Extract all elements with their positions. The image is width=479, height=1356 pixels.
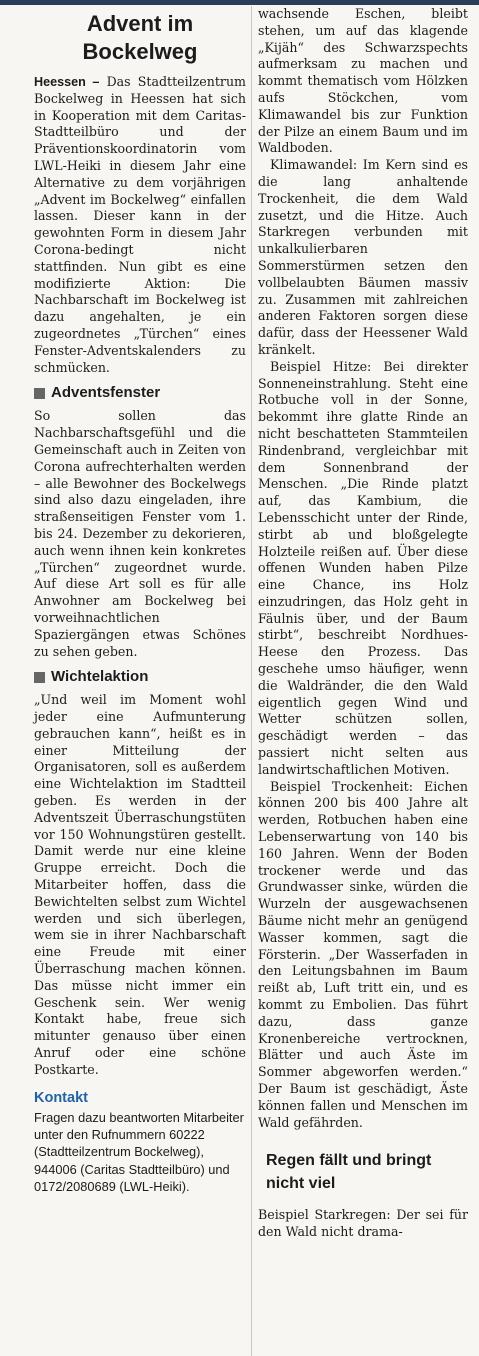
left-article (34, 6, 246, 1196)
paragraph-klimawandel: Klimawandel: Im Kern sind es die lang anhaltende Trockenheit, die dem Wald zusetzt, und die Hitze. Auch Starkregen verbunden mit unkalkulierbaren Sommerstürmen setzen den vollbelaubten Bäumen massiv zu. Zusammen mit zahlreichen anderen Faktoren sorgen diese dafür, dass der Heessener Wald kränkelt. (258, 157, 468, 357)
article-headline: Advent im Bockelweg (82, 11, 198, 64)
kontakt-text: Fragen dazu beantworten Mitarbeiter unter den Rufnummern 60222 (Stadtteilzentrum Bockelweg), 944006 (Caritas Stadtteilbüro) und 0172/2080689 (LWL-Heiki). (34, 1109, 244, 1195)
paragraph-starkregen: Beispiel Starkregen: Der sei für den Wald nicht drama- (258, 1207, 468, 1240)
subhead-label: Adventsfenster (51, 384, 161, 402)
subhead-label: Wichtelaktion (51, 668, 149, 686)
square-bullet-icon (34, 672, 45, 683)
subhead-regen: Regen fällt und bringt nicht viel (266, 1152, 432, 1193)
paragraph-wichtelaktion: „Und weil im Moment wohl jeder eine Aufmunterung gebrauchen kann“, heißt es in einer Mitteilung der Organisatoren, soll es außerdem eine Wichtelaktion im Stadtteil geben. Es werden in der Adventszeit Überraschungstüten vor 150 Wohnungstüren gestellt. Damit werde nur eine kleine Gruppe erreicht. Doch die Mitarbeiter hoffen, dass die Bewichtelten selbst zum Wichtel werden und sich überlegen, wem sie in ihrer Nachbarschaft eine Freude mit einer Überraschung machen können. Das müsse nicht immer ein Geschenk sein. Wer wenig Kontakt habe, freue sich mitunter genauso über einen Anruf oder eine schöne Postkarte. (34, 692, 246, 1077)
subhead-adventsfenster (34, 383, 246, 403)
column-rule (251, 6, 252, 1356)
top-color-bar (0, 0, 479, 5)
dateline: Heessen – (34, 75, 100, 89)
paragraph-hitze: Beispiel Hitze: Bei direkter Sonneneinstrahlung. Steht eine Rotbuche voll in der Sonne, bekommt ihre glatte Rinde an nicht beschatteten Stammteilen Rindenbrand, vergleichbar mit dem Sonnenbrand der Menschen. „Die Rinde platzt auf, das Kambium, die Lebensschicht unter der Rinde, stirbt ab und bloßgelegte Holzteile reißen auf. Über diese offenen Wunden haben Pilze eine Chance, ins Holz einzudringen, das Holz geht in Fäulnis über, und der Baum stirbt“, beschreibt Nordhues-Heese den Prozess. Das geschehe umso häufiger, wenn die Waldränder, die den Wald eigentlich gegen Wind und Wetter schützen sollen, geschädigt werden – das passiert nicht selten aus landwirtschaftlichen Motiven. (258, 358, 468, 777)
subhead-wichtelaktion (34, 667, 246, 687)
paragraph-adventsfenster: So sollen das Nachbarschaftsgefühl und die Gemeinschaft auch in Zeiten von Corona aufrechterhalten werden – alle Bewohner des Bockelwegs sind also dazu eingeladen, ihre straßenseitigen Fenster vom 1. bis 24. Dezember zu dekorieren, auch wenn ihnen kein konkretes „Türchen“ zugeordnet wurde. Auf diese Art soll es für alle Anwohner am Bockelweg bei vorweihnachtlichen Spaziergängen etwas Schönes zu sehen geben. (34, 408, 246, 659)
kontakt-heading: Kontakt (34, 1089, 88, 1106)
right-article (258, 6, 468, 1241)
intro-paragraph (34, 74, 246, 376)
intro-text: Das Stadtteilzentrum Bockelweg in Heessen hat sich in Kooperation mit dem Caritas-Stadtteilbüro und der Präventionskoordinatorin vom LWL-Heiki in diesem Jahr eine Alternative zu dem vorjährigen „Advent im Bockelweg“ einfallen lassen. Dieser kann in der gewohnten Form in diesem Jahr Corona-bedingt nicht stattfinden. Nun gibt es eine modifizierte Aktion: Die Nachbarschaft im Bockelweg ist dazu angehalten, je ein zugeordnetes „Türchen“ eines Fenster-Adventskalenders zu schmücken. (34, 74, 246, 375)
paragraph-trockenheit: Beispiel Trockenheit: Eichen können 200 bis 400 Jahre alt werden, Rotbuchen haben eine Lebenserwartung von 140 bis 160 Jahren. Wenn der Boden trockener werde und das Grundwasser sinke, würden die Wurzeln der ausgewachsenen Bäume nicht mehr an genügend Wasser kommen, sagt die Försterin. „Der Wasserfaden in den Leitungsbahnen im Baum reißt ab, Luft tritt ein, und es kommt zu Embolien. Das führt dazu, dass ganze Kronenbereiche vertrocknen, Blätter und auch Äste im Sommer abgeworfen werden.“ Der Baum ist geschädigt, Äste können fallen und Menschen im Wald gefährden. (258, 778, 468, 1130)
paragraph-continued: wachsende Eschen, bleibt stehen, um auf das klagende „Kijäh“ des Schwarzspechts aufmerksam zu machen und kommt thematisch vom Hölzken aufs Stöckchen, vom Klimawandel bis zur Funktion der Pilze an einem Baum und im Waldboden. (258, 6, 468, 156)
square-bullet-icon (34, 388, 45, 399)
